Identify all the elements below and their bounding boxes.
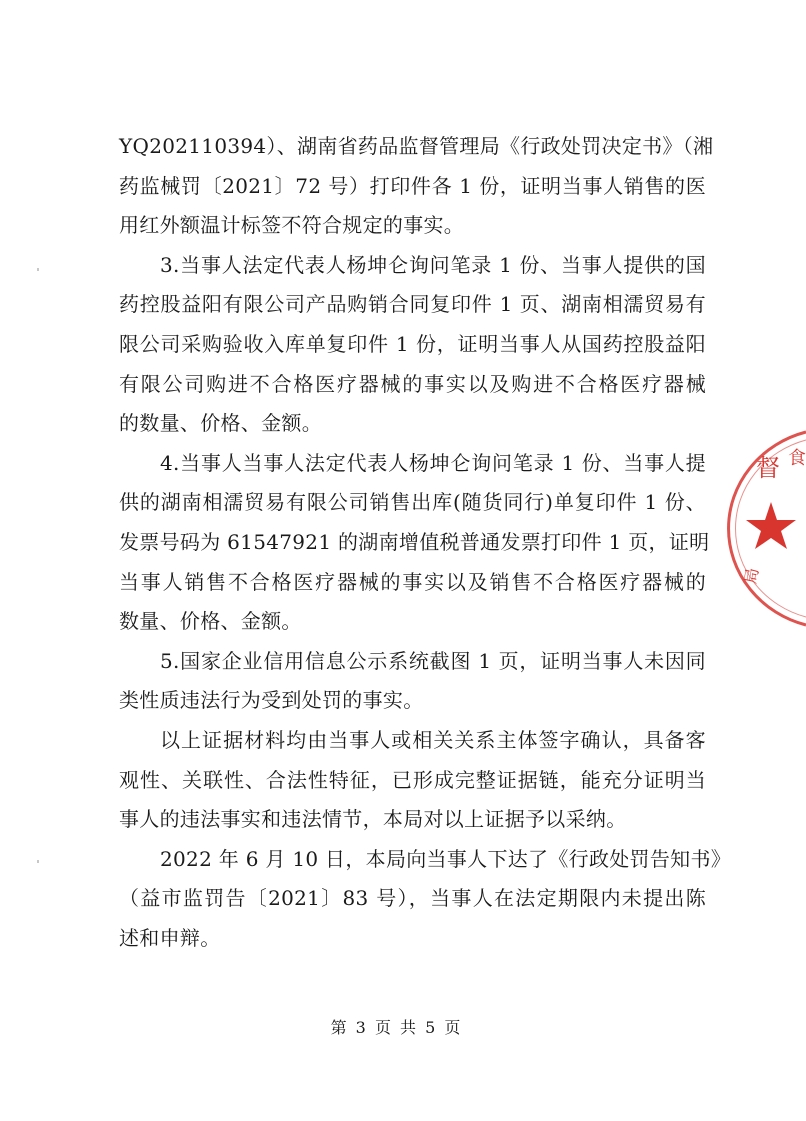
text-line: 限公司采购验收入库单复印件 1 份，证明当事人从国药控股益阳 bbox=[119, 331, 706, 356]
text-line: （益市监罚告〔2021〕83 号），当事人在法定期限内未提出陈 bbox=[119, 886, 706, 911]
text-line: 的数量、价格、金额。 bbox=[119, 411, 322, 436]
text-line: 发票号码为 61547921 的湖南增值税普通发票打印件 1 页，证明 bbox=[119, 529, 710, 554]
seal-star-icon bbox=[746, 502, 796, 549]
seal-char: 局 bbox=[740, 566, 763, 586]
page-number-footer: 第 3 页 共 5 页 bbox=[330, 1018, 463, 1037]
text-line: 5.国家企业信用信息公示系统截图 1 页，证明当事人未因同 bbox=[160, 648, 706, 673]
official-seal bbox=[736, 420, 806, 630]
text-line: 数量、价格、金额。 bbox=[119, 609, 302, 634]
text-line: 药控股益阳有限公司产品购销合同复印件 1 页、湖南相濡贸易有 bbox=[119, 292, 706, 317]
seal-char: 食 bbox=[788, 448, 806, 469]
text-line: 供的湖南相濡贸易有限公司销售出库(随货同行)单复印件 1 份、 bbox=[119, 490, 706, 515]
text-line: 以上证据材料均由当事人或相关关系主体签字确认，具备客 bbox=[160, 727, 706, 752]
text-line: 2022 年 6 月 10 日，本局向当事人下达了《行政处罚告知书》 bbox=[160, 846, 732, 871]
text-line: 述和申辩。 bbox=[119, 925, 221, 950]
seal-char: 督 bbox=[756, 454, 780, 482]
text-line: 类性质违法行为受到处罚的事实。 bbox=[119, 688, 424, 713]
text-line: 当事人销售不合格医疗器械的事实以及销售不合格医疗器械的 bbox=[119, 569, 706, 594]
text-line: 3.当事人法定代表人杨坤仑询问笔录 1 份、当事人提供的国 bbox=[160, 252, 706, 277]
text-line: 观性、关联性、合法性特征，已形成完整证据链，能充分证明当 bbox=[119, 767, 706, 792]
scan-speck bbox=[37, 268, 39, 271]
document-body bbox=[119, 127, 732, 958]
text-line: 事人的违法事实和违法情节，本局对以上证据予以采纳。 bbox=[119, 807, 627, 832]
text-line: 有限公司购进不合格医疗器械的事实以及购进不合格医疗器械 bbox=[119, 371, 706, 396]
text-line: 药监械罚〔2021〕72 号）打印件各 1 份，证明当事人销售的医 bbox=[119, 173, 706, 198]
text-line: YQ202110394）、湖南省药品监督管理局《行政处罚决定书》（湘 bbox=[119, 134, 714, 158]
text-line: 用红外额温计标签不符合规定的事实。 bbox=[119, 213, 465, 238]
scan-speck bbox=[37, 860, 39, 863]
text-line: 4.当事人当事人法定代表人杨坤仑询问笔录 1 份、当事人提 bbox=[160, 450, 706, 475]
